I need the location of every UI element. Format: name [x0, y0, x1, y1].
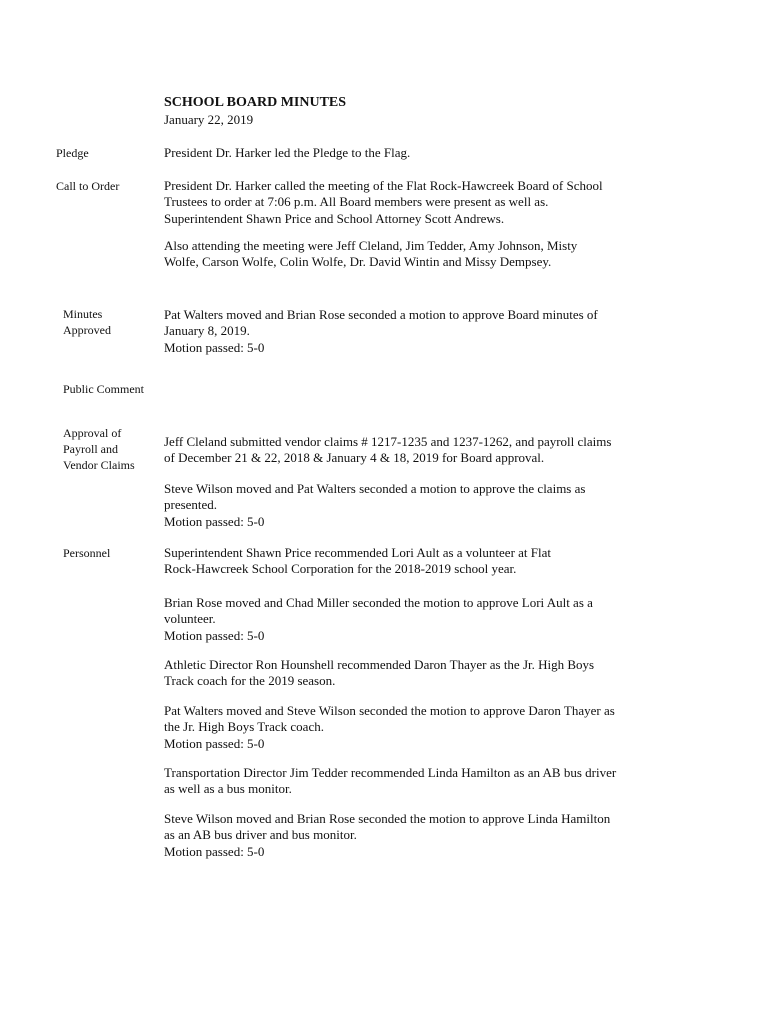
personnel-paragraph-1: [164, 545, 654, 578]
text-line: Rock-Hawcreek School Corporation for the 2018-2019 school year.: [164, 561, 517, 577]
text-line: January 8, 2019.: [164, 323, 250, 339]
personnel-paragraph-4: [164, 703, 654, 752]
label-line: Minutes: [63, 307, 103, 321]
text-line: the Jr. High Boys Track coach.: [164, 719, 324, 735]
personnel-paragraph-6: [164, 811, 654, 860]
text-line: as an AB bus driver and bus monitor.: [164, 827, 357, 843]
call-to-order-paragraph-1: [164, 178, 654, 227]
minutes-approved-paragraph-1: [164, 307, 654, 356]
text-line: Transportation Director Jim Tedder recommended Linda Hamilton as an AB bus driver: [164, 765, 617, 780]
section-label-payroll-vendor-claims: [63, 425, 163, 473]
text-line: Superintendent Shawn Price and School Attorney Scott Andrews.: [164, 210, 505, 226]
text-line: Motion passed: 5-0: [164, 735, 265, 751]
personnel-paragraph-2: [164, 595, 654, 644]
text-line: Wolfe, Carson Wolfe, Colin Wolfe, Dr. David Wintin and Missy Dempsey.: [164, 254, 552, 270]
text-line: Athletic Director Ron Hounshell recommended Daron Thayer as the Jr. High Boys: [164, 657, 595, 672]
payroll-vendor-paragraph-2: [164, 481, 654, 530]
section-label-personnel: Personnel: [63, 546, 111, 560]
section-label-public-comment: Public Comment: [63, 382, 144, 396]
text-line: of December 21 & 22, 2018 & January 4 & 18, 2019 for Board approval.: [164, 450, 545, 466]
text-line: volunteer.: [164, 611, 216, 627]
text-line: Jeff Cleland submitted vendor claims # 1217-1235 and 1237-1262, and payroll claims: [164, 434, 612, 449]
text-line: presented.: [164, 497, 218, 513]
call-to-order-paragraph-2: [164, 238, 654, 271]
text-line: Superintendent Shawn Price recommended Lori Ault as a volunteer at Flat: [164, 545, 552, 560]
document-title: SCHOOL BOARD MINUTES: [164, 95, 347, 110]
text-line: Steve Wilson moved and Pat Walters seconded a motion to approve the claims as: [164, 481, 586, 496]
text-line: Motion passed: 5-0: [164, 843, 265, 859]
text-line: Trustees to order at 7:06 p.m. All Board members were present as well as.: [164, 194, 549, 210]
section-label-call-to-order: Call to Order: [56, 179, 120, 193]
section-label-minutes-approved: [63, 306, 163, 338]
text-line: Brian Rose moved and Chad Miller seconded the motion to approve Lori Ault as a: [164, 595, 593, 610]
text-line: as well as a bus monitor.: [164, 781, 292, 797]
meeting-date: January 22, 2019: [164, 112, 254, 127]
text-line: Motion passed: 5-0: [164, 513, 265, 529]
label-line: Approval of: [63, 426, 122, 440]
label-line: Payroll and: [63, 442, 118, 456]
text-line: President Dr. Harker called the meeting of the Flat Rock-Hawcreek Board of School: [164, 178, 603, 193]
payroll-vendor-paragraph-1: [164, 434, 654, 467]
label-line: Vendor Claims: [63, 458, 135, 472]
text-line: Pat Walters moved and Brian Rose seconded a motion to approve Board minutes of: [164, 307, 598, 322]
pledge-paragraph-1: [164, 145, 654, 161]
text-line: Motion passed: 5-0: [164, 627, 265, 643]
text-line: Motion passed: 5-0: [164, 339, 265, 355]
text-line: Pat Walters moved and Steve Wilson seconded the motion to approve Daron Thayer as: [164, 703, 615, 718]
label-line: Approved: [63, 323, 111, 337]
section-label-pledge: Pledge: [56, 146, 89, 160]
text-line: Track coach for the 2019 season.: [164, 673, 336, 689]
text-line: President Dr. Harker led the Pledge to the Flag.: [164, 145, 411, 160]
personnel-paragraph-3: [164, 657, 654, 690]
text-line: Also attending the meeting were Jeff Cleland, Jim Tedder, Amy Johnson, Misty: [164, 238, 578, 253]
text-line: Steve Wilson moved and Brian Rose seconded the motion to approve Linda Hamilton: [164, 811, 611, 826]
personnel-paragraph-5: [164, 765, 654, 798]
